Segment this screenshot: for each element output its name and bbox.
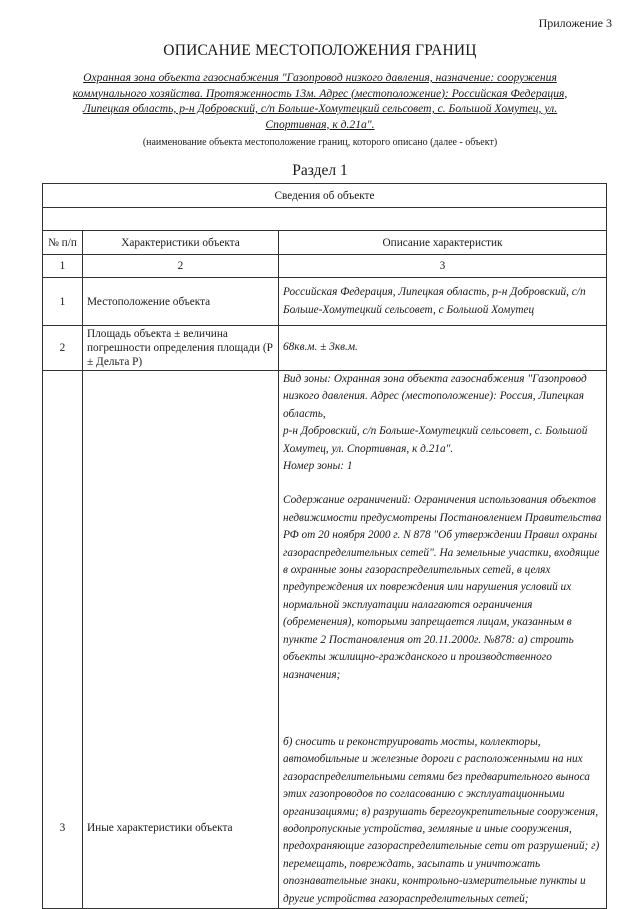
column-numbers-row [43, 255, 607, 278]
row-description: Российская Федерация, Липецкая область, р-н Добровский, с/п Больше-Хомутецкий сельсовет, с Большой Хомутец [279, 278, 607, 326]
column-header-description: Описание характеристик [279, 231, 607, 255]
document-title: ОПИСАНИЕ МЕСТОПОЛОЖЕНИЯ ГРАНИЦ [163, 42, 477, 59]
column-header-characteristic: Характеристики объекта [83, 231, 279, 255]
zone-type-text: Вид зоны: Охранная зона объекта газоснабжения "Газопровод низкого давления. Адрес (местоположение): Россия, Липецкая область, [283, 373, 587, 420]
appendix-label: Приложение 3 [538, 16, 612, 30]
row-characteristic: Иные характеристики объекта [83, 371, 279, 909]
row-number: 1 [43, 278, 83, 326]
column-number-1: 1 [43, 255, 83, 278]
table-row [43, 278, 607, 326]
zone-number-text: Номер зоны: 1 [283, 460, 353, 473]
object-info-table [42, 183, 607, 909]
row-number: 3 [43, 371, 83, 909]
row-description: 68кв.м. ± 3кв.м. [279, 326, 607, 371]
table-row [43, 326, 607, 371]
table-row [43, 371, 607, 909]
table-heading: Сведения об объекте [43, 184, 607, 208]
table-empty-row [43, 208, 607, 231]
row-characteristic: Площадь объекта ± величина погрешности определения площади (P ± Дельта P) [83, 326, 279, 371]
restrictions-text: Содержание ограничений: Ограничения использования объектов недвижимости предусмотрены Постановлением Правительства РФ от 20 ноября 2000 г. N 878 "Об утверждении Правил охраны газораспределительных сетей". На земельные участки, входящие в охранные зоны газораспределительных сетей, в целях предупреждения их повреждения или нарушения условий их нормальной эксплуатации налагаются ограничения (обременения), которыми запрещается лицам, указанным в пункте 2 Постановления от 20.11.2000г. №878: а) строить объекты жилищно-гражданского и производственного назначения; [283, 494, 602, 681]
table-header-row [43, 231, 607, 255]
row-characteristic: Местоположение объекта [83, 278, 279, 326]
empty-cell [43, 208, 607, 231]
row-description [279, 371, 607, 909]
prohibitions-text: б) сносить и реконструировать мосты, коллекторы, автомобильные и железные дороги с расположенными на них газораспределительными сетями без предварительного выноса этих газопроводов по согласованию с эксплуатационными организациями; в) разрушать берегоукрепительные сооружения, водопропускные устройства, земляные и иные сооружения, предохраняющие газораспределительные сети от разрушений; г) перемещать, повреждать, засыпать и уничтожать опознавательные знаки, контрольно-измерительные пункты и другие устройства газораспределительных сетей; [283, 735, 600, 905]
zone-address-text: р-н Добровский, с/п Больше-Хомутецкий сельсовет, с. Большой Хомутец, ул. Спортивная, к д.21а". [283, 425, 588, 455]
table-heading-row [43, 184, 607, 208]
section-title: Раздел 1 [292, 162, 348, 179]
column-header-number: № п/п [43, 231, 83, 255]
row-number: 2 [43, 326, 83, 371]
column-number-2: 2 [83, 255, 279, 278]
object-name-caption: (наименование объекта местоположение границ, которого описано (далее - объект) [142, 137, 498, 148]
column-number-3: 3 [279, 255, 607, 278]
object-name: Охранная зона объекта газоснабжения "Газопровод низкого давления, назначение: сооружения коммунального хозяйства. Протяженность 13м. Адрес (местоположение): Российская Федерация, Липецкая область, р-н Добровский, с/п Больше-Хомутецкий сельсовет, с. Большой Хомутец, ул. Спортивная, к д.21а". [72, 71, 568, 131]
